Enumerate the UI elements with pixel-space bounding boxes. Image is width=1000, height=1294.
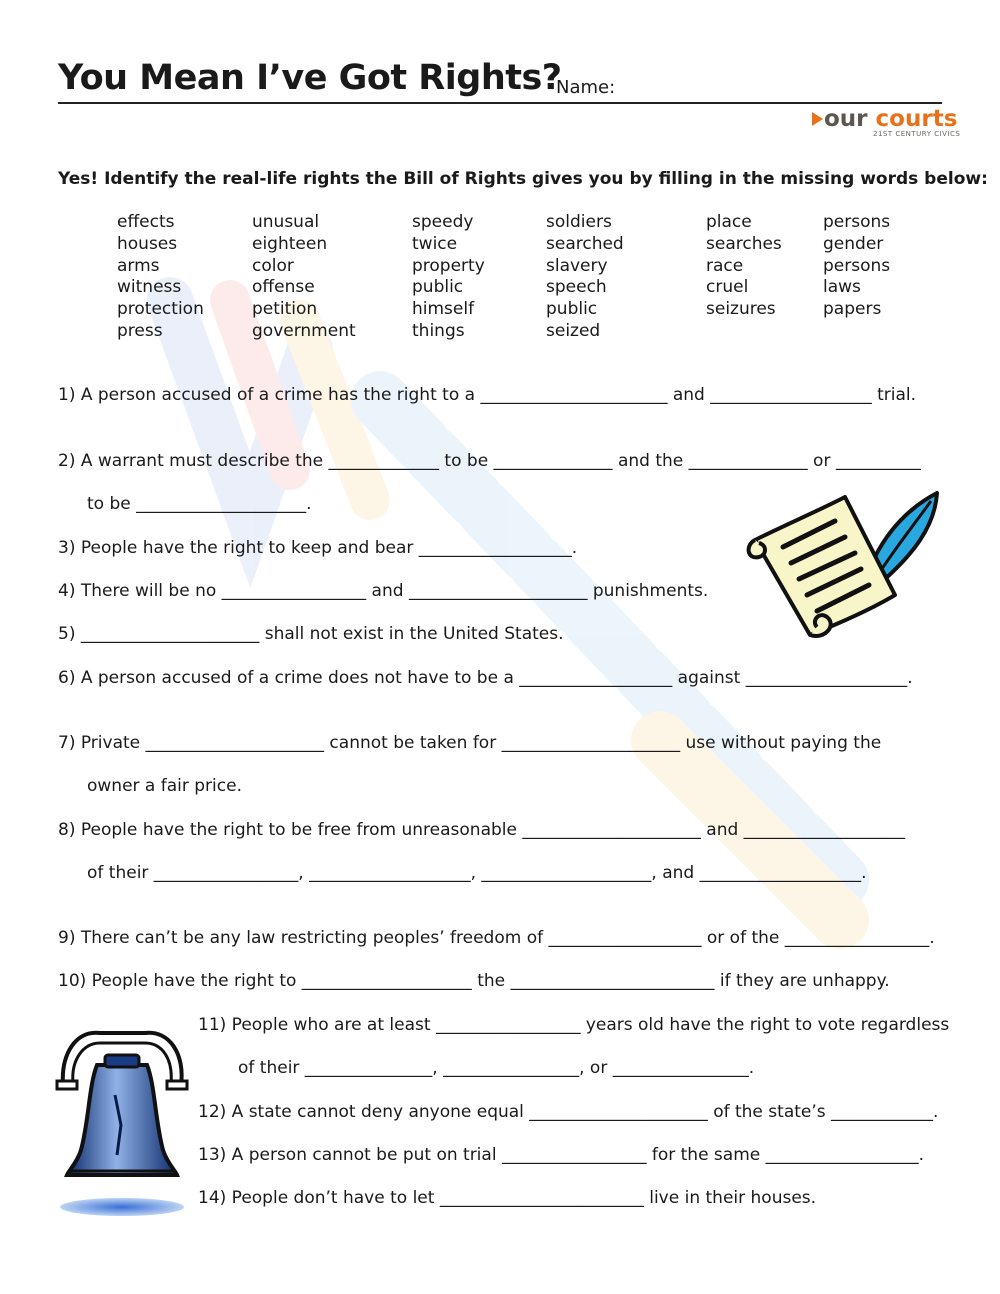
word-bank-word: color (252, 255, 294, 276)
question-line: 12) A state cannot deny anyone equal _____________________ of the state’s ____________. (198, 1102, 939, 1122)
question-line: 11) People who are at least _________________ years old have the right to vote regardless (198, 1015, 950, 1035)
word-bank-word: soldiers (546, 212, 612, 232)
question-line: 4) There will be no _________________ and _____________________ punishments. (58, 581, 709, 601)
word-bank-word: twice (412, 233, 458, 254)
word-bank-word: laws (823, 277, 861, 298)
question-line: of their _________________, ___________________, ____________________, and ___________________. (87, 863, 867, 883)
scroll-quill-icon (745, 485, 945, 640)
word-bank-word: slavery (546, 255, 608, 276)
word-bank-word: persons (823, 255, 891, 276)
word-bank-word: place (706, 212, 752, 232)
instruction-text: Yes! Identify the real-life rights the Bill of Rights gives you by filling in the missing words below: (58, 169, 988, 189)
question-line: 7) Private _____________________ cannot be taken for _____________________ use without paying the (58, 733, 882, 753)
word-bank-word: seized (546, 320, 601, 341)
question-line: to be ____________________. (87, 494, 312, 514)
question-line: 3) People have the right to keep and bear __________________. (58, 538, 578, 558)
word-bank-word: public (546, 299, 598, 320)
word-bank-word: eighteen (252, 233, 328, 254)
question-line: 13) A person cannot be put on trial _________________ for the same __________________. (198, 1145, 925, 1165)
word-bank-word: things (412, 320, 465, 341)
word-bank-word: arms (117, 255, 160, 276)
word-bank-word: himself (412, 299, 475, 320)
word-bank-word: protection (117, 299, 204, 320)
question-line: 8) People have the right to be free from unreasonable _____________________ and ___________________ (58, 820, 906, 840)
word-bank-word: papers (823, 299, 882, 320)
word-bank-word: race (706, 255, 744, 276)
word-bank-word: government (252, 320, 356, 341)
word-bank-word: press (117, 320, 163, 341)
title-underline (58, 102, 942, 104)
question-line: 14) People don’t have to let ________________________ live in their houses. (198, 1188, 817, 1208)
word-bank-word: speedy (412, 212, 474, 232)
word-bank-word: speech (546, 277, 607, 298)
name-label: Name: (556, 77, 616, 98)
logo-text-our: our (824, 106, 868, 132)
question-line: 6) A person accused of a crime does not have to be a __________________ against ___________________. (58, 668, 913, 688)
page-title: You Mean I’ve Got Rights? (58, 58, 562, 98)
word-bank-word: public (412, 277, 464, 298)
word-bank-word: persons (823, 212, 891, 232)
question-line: owner a fair price. (87, 776, 242, 796)
logo-tagline: 21ST CENTURY CIVICS (873, 130, 961, 138)
word-bank-word: property (412, 255, 485, 276)
word-bank-word: unusual (252, 212, 320, 232)
question-line: 5) _____________________ shall not exist in the United States. (58, 624, 564, 644)
question-line: 9) There can’t be any law restricting peoples’ freedom of __________________ or of the _________________. (58, 928, 935, 948)
word-bank-column (823, 212, 973, 321)
word-bank-column (546, 212, 696, 343)
word-bank-word: offense (252, 277, 315, 298)
our-courts-logo (810, 106, 961, 138)
word-bank-word: searched (546, 233, 624, 254)
question-line: of their _______________, ________________, or ________________. (238, 1058, 755, 1078)
question-line: 10) People have the right to ____________________ the ________________________ if they are unhappy. (58, 971, 890, 991)
word-bank-word: witness (117, 277, 182, 298)
word-bank-column (117, 212, 267, 343)
word-bank-word: cruel (706, 277, 749, 298)
word-bank-word: searches (706, 233, 782, 254)
question-line: 1) A person accused of a crime has the right to a ______________________ and ___________________ trial. (58, 385, 917, 405)
liberty-bell-icon (55, 1025, 190, 1220)
word-bank-word: seizures (706, 299, 776, 320)
logo-wordmark (810, 106, 958, 132)
word-bank-column (252, 212, 402, 343)
word-bank-word: houses (117, 233, 178, 254)
word-bank-word: gender (823, 233, 884, 254)
question-line: 2) A warrant must describe the _____________ to be ______________ and the ______________ or __________ (58, 451, 921, 471)
word-bank-word: petition (252, 299, 318, 320)
word-bank-column (412, 212, 562, 343)
logo-play-icon (810, 111, 824, 127)
logo-text-courts: courts (875, 106, 958, 132)
word-bank-word: effects (117, 212, 175, 232)
